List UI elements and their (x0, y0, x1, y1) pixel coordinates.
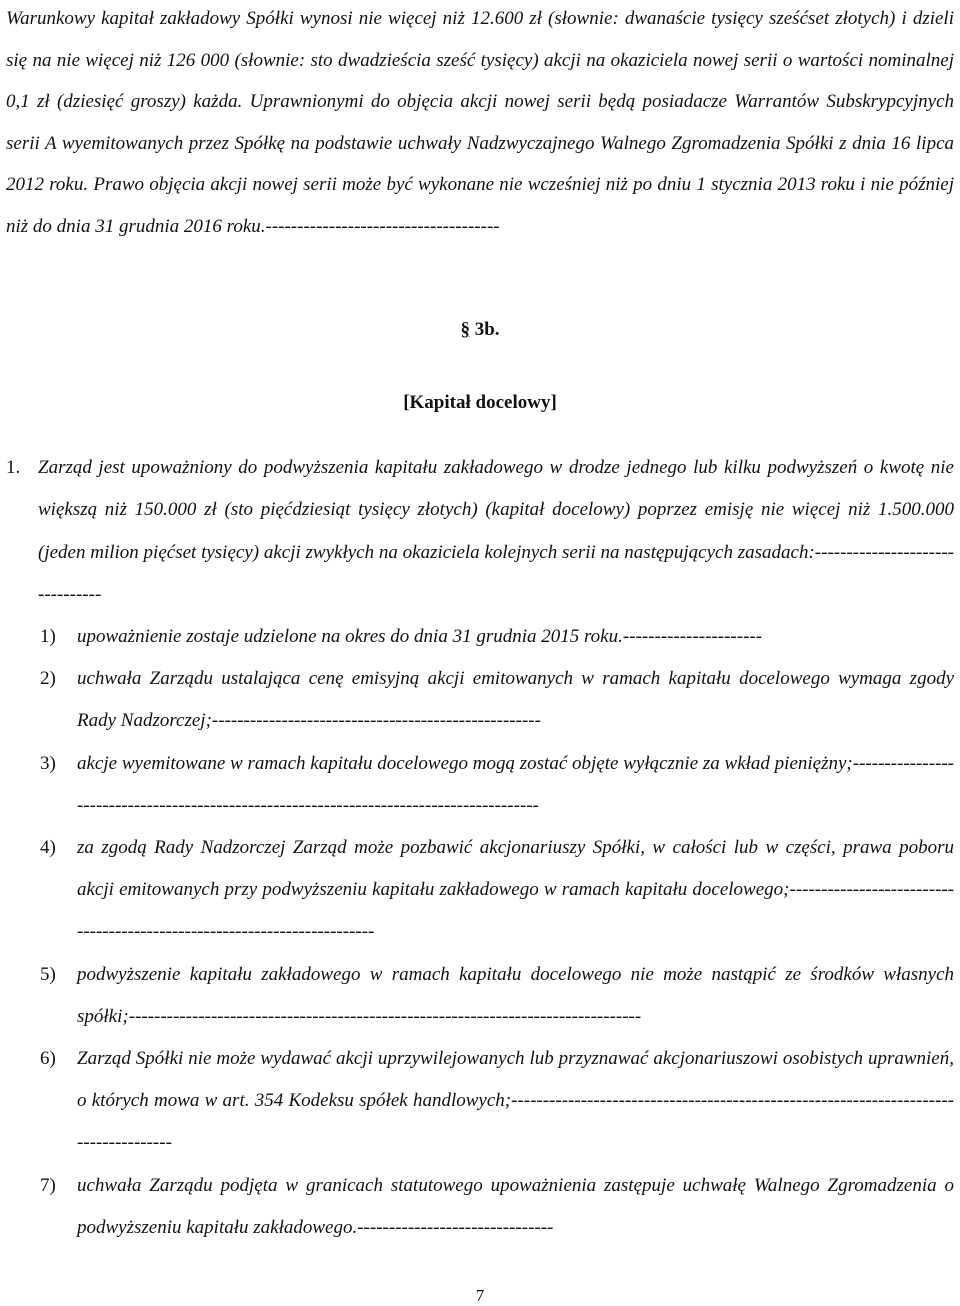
section-symbol: § (460, 319, 470, 340)
section-number-text: 3b. (469, 319, 500, 340)
list-item (40, 658, 954, 742)
list-item (40, 954, 954, 1038)
paragraph-1 (6, 447, 954, 617)
list-item-text: Zarząd Spółki nie może wydawać akcji uprzywilejowanych lub przyznawać akcjonariuszowi osobistych uprawnień, o których mowa w art. 354 Kodeksu spółek handlowych;------------------------------------------------------------------------------------- (77, 1048, 954, 1154)
list-item (40, 616, 954, 658)
list-item (40, 1165, 954, 1249)
list-item-number: 5) (40, 963, 56, 985)
paragraph-text: Zarząd jest upoważniony do podwyższenia kapitału zakładowego w drodze jednego lub kilku podwyższeń o kwotę nie większą niż 150.000 zł (sto pięćdziesiąt tysięcy złotych) (kapitał docelowy) poprzez emisję nie więcej niż 1.500.000 (jeden milion pięćset tysięcy) akcji zwykłych na okaziciela kolejnych serii na następujących zasadach:-------------------------------- (38, 457, 954, 606)
list-item-text: uchwała Zarządu ustalająca cenę emisyjną akcji emitowanych w ramach kapitału docelowego wymaga zgody Rady Nadzorczej;---------------------------------------------------- (77, 668, 954, 732)
section-number (0, 315, 960, 345)
list-item (40, 743, 954, 827)
conditions-list (40, 616, 954, 1249)
list-item-number: 1) (40, 626, 56, 647)
paragraph-number: 1. (6, 457, 21, 478)
list-item-number: 4) (40, 837, 56, 859)
list-item-number: 6) (40, 1048, 56, 1070)
page-number: 7 (475, 1286, 485, 1305)
section-title: [Kapitał docelowy] (403, 392, 557, 413)
list-item-number: 2) (40, 668, 56, 690)
list-item-text: za zgodą Rady Nadzorczej Zarząd może pozbawić akcjonariuszy Spółki, w całości lub w części, prawa poboru akcji emitowanych przy podwyższeniu kapitału zakładowego w ramach kapitału docelowego;------------------------------------------------------------------------- (77, 837, 954, 943)
list-item (40, 827, 954, 954)
list-item-text: podwyższenie kapitału zakładowego w ramach kapitału docelowego nie może nastąpić ze środków własnych spółki;--------------------------------------------------------------------------------- (77, 963, 954, 1027)
list-item-number: 7) (40, 1174, 56, 1196)
list-item-text: akcje wyemitowane w ramach kapitału docelowego mogą zostać objęte wyłącznie za wkład pieniężny;----------------------------------------------------------------------------------------- (77, 752, 954, 816)
intro-paragraph: Warunkowy kapitał zakładowy Spółki wynosi nie więcej niż 12.600 zł (słownie: dwanaście tysięcy sześćset złotych) i dzieli się na nie więcej niż 126 000 (słownie: sto dwadzieścia sześć tysięcy) akcji na okaziciela nowej serii o wartości nominalnej 0,1 zł (dziesięć groszy) każda. Uprawnionymi do objęcia akcji nowej serii będą posiadacze Warrantów Subskrypcyjnych serii A wyemitowanych przez Spółkę na podstawie uchwały Nadzwyczajnego Walnego Zgromadzenia Spółki z dnia 16 lipca 2012 roku. Prawo objęcia akcji nowej serii może być wykonane nie wcześniej niż po dniu 1 stycznia 2013 roku i nie później niż do dnia 31 grudnia 2016 roku.------------------------------------- (6, 8, 954, 237)
list-item-text: uchwała Zarządu podjęta w granicach statutowego upoważnienia zastępuje uchwałę Walnego Zgromadzenia o podwyższeniu kapitału zakładowego.------------------------------- (77, 1174, 954, 1238)
list-item-text: upoważnienie zostaje udzielone na okres do dnia 31 grudnia 2015 roku.---------------------- (77, 626, 763, 647)
list-item-number: 3) (40, 752, 56, 774)
list-item (40, 1038, 954, 1165)
